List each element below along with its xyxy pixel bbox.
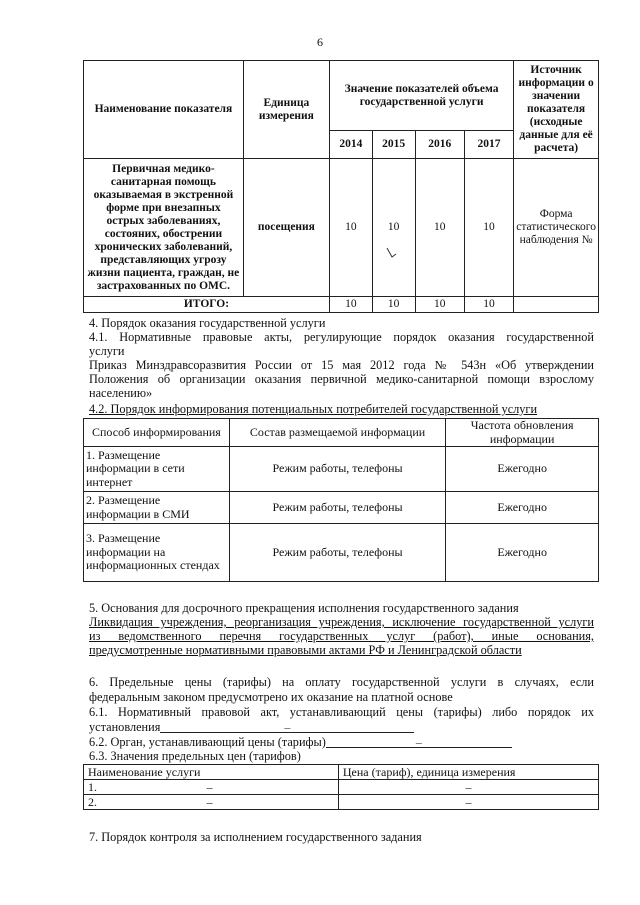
section-6-line1: 6. Предельные цены (тарифы) на оплату государственной услуги в случаях, если bbox=[89, 675, 594, 689]
table-row bbox=[84, 492, 599, 524]
section-5-title: 5. Основания для досрочного прекращения исполнения государственного задания bbox=[89, 601, 519, 615]
header-unit: Единица измерения bbox=[243, 61, 329, 159]
total-label: ИТОГО: bbox=[84, 297, 330, 313]
frequency-cell: Ежегодно bbox=[446, 524, 599, 582]
table-row bbox=[84, 780, 599, 795]
value-cell: 10 bbox=[415, 159, 464, 297]
content-cell: Режим работы, телефоны bbox=[229, 447, 445, 492]
header-year: 2014 bbox=[329, 131, 372, 159]
total-value-cell: 10 bbox=[329, 297, 372, 313]
order-line2: Положения об организации оказания первичной медико-санитарной помощи взрослому bbox=[89, 372, 594, 386]
section-7-title: 7. Порядок контроля за исполнением государственного задания bbox=[89, 830, 422, 844]
dash-mark: – bbox=[284, 720, 291, 734]
header-source: Источник информации о значении показателя (исходные данные для её расчета) bbox=[514, 61, 599, 159]
method-cell: 1. Размещение информации в сети интернет bbox=[84, 447, 230, 492]
section-5-line2: из ведомственного перечня государственных услуг (работ), иные основания, bbox=[89, 629, 594, 643]
volume-indicators-table bbox=[83, 60, 599, 313]
header-content: Состав размещаемой информации bbox=[229, 419, 445, 447]
section-6-1-line1: 6.1. Нормативный правовой акт, устанавливающий цены (тарифы) либо порядок их bbox=[89, 705, 594, 719]
total-value-cell: 10 bbox=[372, 297, 415, 313]
section-6-1-label: установления bbox=[89, 720, 161, 734]
header-method: Способ информирования bbox=[84, 419, 230, 447]
section-6-line2: федеральным законом предусмотрено их оказание на платной основе bbox=[89, 690, 453, 704]
check-mark-icon bbox=[386, 247, 398, 261]
header-service-name: Наименование услуги bbox=[84, 765, 339, 780]
value-cell: 10 bbox=[372, 159, 415, 297]
table-row bbox=[84, 795, 599, 810]
content-cell: Режим работы, телефоны bbox=[229, 492, 445, 524]
service-name-cell: 1. – bbox=[84, 780, 339, 795]
section-4-2-title: 4.2. Порядок информирования потенциальных потребителей государственной услуги bbox=[89, 402, 538, 416]
header-year: 2015 bbox=[372, 131, 415, 159]
table-row bbox=[84, 159, 599, 297]
service-name-cell: 2. – bbox=[84, 795, 339, 810]
header-values-group: Значение показателей объема государственной услуги bbox=[329, 61, 513, 131]
header-year: 2017 bbox=[464, 131, 513, 159]
section-5-line1: Ликвидация учреждения, реорганизация учреждения, исключение государственной услуги bbox=[89, 615, 594, 629]
section-6-1-line2 bbox=[89, 720, 594, 734]
frequency-cell: Ежегодно bbox=[446, 492, 599, 524]
price-cell: – bbox=[338, 780, 598, 795]
section-4-title: 4. Порядок оказания государственной услуги bbox=[89, 316, 326, 330]
source-cell: Форма статистического наблюдения № bbox=[514, 159, 599, 297]
price-limits-table bbox=[83, 764, 599, 810]
table-row bbox=[84, 447, 599, 492]
header-frequency: Частота обновления информации bbox=[446, 419, 599, 447]
method-cell: 2. Размещение информации в СМИ bbox=[84, 492, 230, 524]
method-cell: 3. Размещение информации на информационных стендах bbox=[84, 524, 230, 582]
section-4-1-line2: услуги bbox=[89, 344, 125, 358]
authority-blank-field bbox=[326, 735, 512, 748]
section-5-line3: предусмотренные нормативными правовыми актами РФ и Ленинградской области bbox=[89, 643, 522, 657]
section-6-2-line bbox=[89, 735, 594, 749]
header-year: 2016 bbox=[415, 131, 464, 159]
dash-mark: – bbox=[415, 735, 422, 749]
unit-cell: посещения bbox=[243, 159, 329, 297]
table-row bbox=[84, 524, 599, 582]
section-6-2-label: 6.2. Орган, устанавливающий цены (тарифы) bbox=[89, 735, 326, 749]
total-source-cell bbox=[514, 297, 599, 313]
section-6-3-title: 6.3. Значения предельных цен (тарифов) bbox=[89, 749, 301, 763]
price-cell: – bbox=[338, 795, 598, 810]
order-line3: населению» bbox=[89, 386, 153, 400]
header-indicator-name: Наименование показателя bbox=[84, 61, 244, 159]
act-blank-field bbox=[160, 720, 414, 733]
frequency-cell: Ежегодно bbox=[446, 447, 599, 492]
informing-table bbox=[83, 418, 599, 582]
total-value-cell: 10 bbox=[464, 297, 513, 313]
total-value-cell: 10 bbox=[415, 297, 464, 313]
order-line1: Приказ Минздравсоразвития России от 15 мая 2012 года № 543н «Об утверждении bbox=[89, 358, 594, 372]
indicator-name-cell: Первичная медико-санитарная помощь оказываемая в экстренной форме при внезапных острых заболеваниях, состояних, обострении хронических заболеваний, представляющих угрозу жизни пациента, граждан, не застрахованных по ОМС. bbox=[84, 159, 244, 297]
header-price: Цена (тариф), единица измерения bbox=[338, 765, 598, 780]
total-row bbox=[84, 297, 599, 313]
section-4-1-line1: 4.1. Нормативные правовые акты, регулирующие порядок оказания государственной bbox=[89, 330, 594, 344]
page-number: 6 bbox=[317, 35, 323, 49]
content-cell: Режим работы, телефоны bbox=[229, 524, 445, 582]
value-cell: 10 bbox=[464, 159, 513, 297]
value-cell: 10 bbox=[329, 159, 372, 297]
